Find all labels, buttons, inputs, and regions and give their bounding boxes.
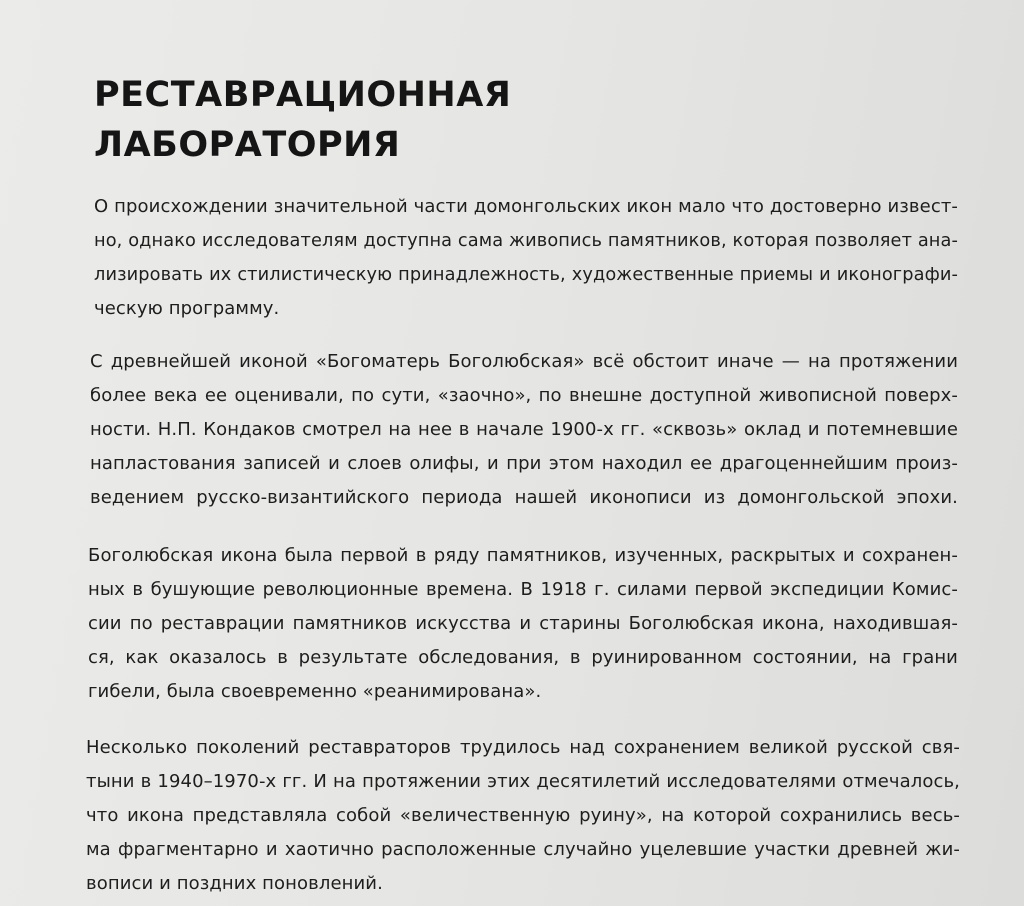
title-line-2: ЛАБОРАТОРИЯ: [94, 125, 401, 165]
paragraph-line: вописи и поздних поновлений.: [86, 873, 383, 894]
paragraph-line: О происхождении значительной части домонгольских икон мало что достоверно извест-: [94, 196, 958, 217]
paragraph-line: ности. Н.П. Кондаков смотрел на нее в начале 1900-х гг. «сквозь» оклад и потемневшие: [90, 419, 958, 440]
paragraph-line: Боголюбская икона была первой в ряду памятников, изученных, раскрытых и сохранен-: [88, 545, 958, 566]
paragraph-2: [90, 345, 958, 515]
paragraph-line: напластования записей и слоев олифы, и при этом находил ее драгоценнейшим произ-: [90, 453, 958, 474]
paragraph-3: [88, 539, 958, 709]
title-line-1: РЕСТАВРАЦИОННАЯ: [94, 75, 512, 115]
paragraph-line: гибели, была своевременно «реанимирована».: [88, 681, 542, 702]
paragraph-line: сии по реставрации памятников искусства и старины Боголюбская икона, находившая-: [88, 613, 958, 634]
paragraph-line: ся, как оказалось в результате обследования, в руинированном состоянии, на грани: [88, 647, 958, 668]
paragraph-line: что икона представляла собой «величественную руину», на которой сохранились весь-: [86, 805, 960, 826]
paragraph-line: тыни в 1940–1970-х гг. И на протяжении этих десятилетий исследователями отмечалось,: [86, 771, 960, 792]
paragraph-line: но, однако исследователям доступна сама живопись памятников, которая позволяет ана-: [94, 231, 958, 251]
panel-title: [94, 70, 511, 170]
paragraph-line: лизировать их стилистическую принадлежность, художественные приемы и иконографи-: [94, 265, 958, 285]
paragraph-line: С древнейшей иконой «Богоматерь Боголюбская» всё обстоит иначе — на протяжении: [90, 351, 958, 372]
paragraph-line: ма фрагментарно и хаотично расположенные случайно уцелевшие участки древней жи-: [86, 839, 960, 860]
paragraph-4: [86, 731, 960, 901]
paragraph-line: ведением русско-византийского периода нашей иконописи из домонгольской эпохи.: [90, 487, 958, 508]
paragraph-line: ческую программу.: [94, 298, 280, 319]
paragraph-line: более века ее оценивали, по сути, «заочно», по внешне доступной живописной поверх-: [90, 385, 958, 406]
paragraph-1: [94, 190, 958, 326]
paragraph-line: ных в бушующие революционные времена. В 1918 г. силами первой экспедиции Комис-: [88, 579, 958, 600]
paragraph-line: Несколько поколений реставраторов трудилось над сохранением великой русской свя-: [86, 737, 960, 758]
